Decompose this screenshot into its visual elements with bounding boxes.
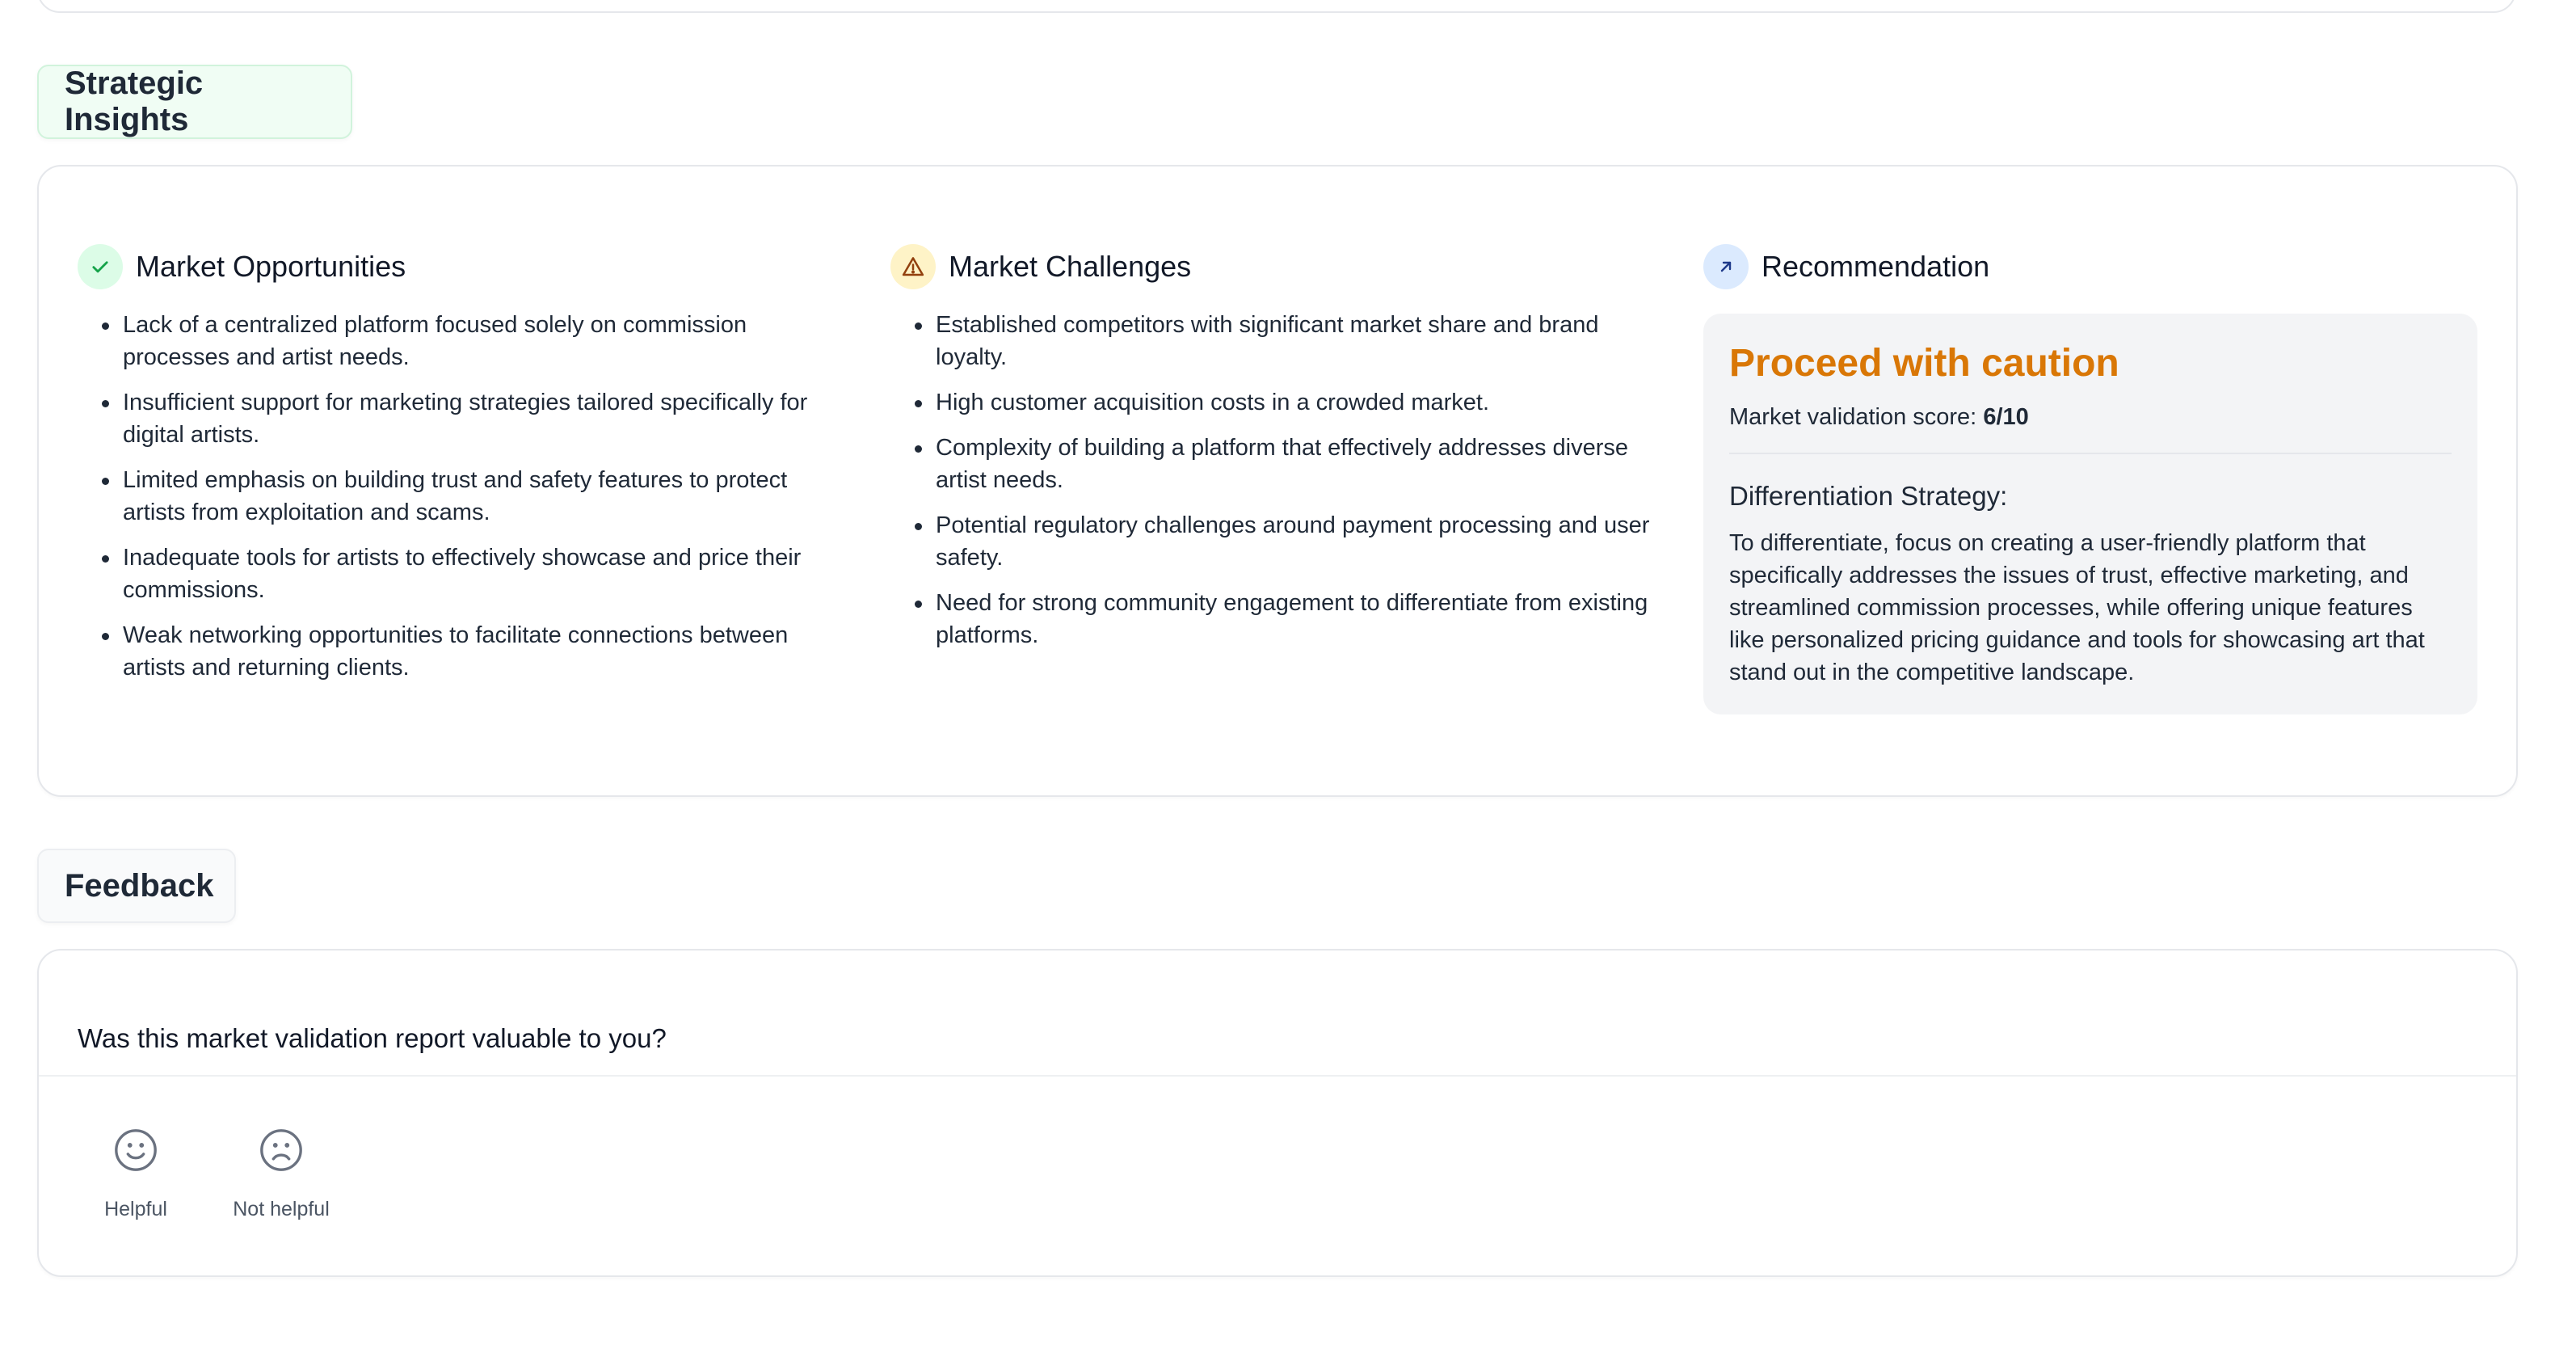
- recommendation-verdict: Proceed with caution: [1729, 342, 2119, 385]
- list-item: High customer acquisition costs in a crowded market.: [936, 386, 1666, 419]
- strategic-insights-title: Strategic Insights: [65, 65, 204, 137]
- validation-score-label: Market validation score:: [1729, 404, 1977, 430]
- smile-icon: [112, 1127, 159, 1174]
- opportunities-list: [78, 309, 853, 684]
- list-item: Limited emphasis on building trust and safety features to protect artists from exploitation and scams.: [123, 464, 853, 529]
- arrow-up-right-icon: [1703, 244, 1749, 289]
- feedback-heading: [37, 849, 236, 923]
- market-challenges-header: [890, 244, 1666, 289]
- validation-score-value: 6/10: [1983, 404, 2029, 430]
- market-opportunities-column: [78, 244, 853, 697]
- divider: [39, 1075, 2516, 1077]
- differentiation-strategy-text: To differentiate, focus on creating a user-friendly platform that specifically addresses the issues of trust, effective marketing, and streamlined commission processes, while offering unique features like personalized pricing guidance and tools for showcasing art that stand out in the competitive landscape.: [1729, 530, 2425, 685]
- feedback-card: [37, 949, 2518, 1277]
- list-item: Insufficient support for marketing strategies tailored specifically for digital artists.: [123, 386, 853, 451]
- market-challenges-title: Market Challenges: [949, 250, 1192, 283]
- list-item: Need for strong community engagement to differentiate from existing platforms.: [936, 587, 1666, 651]
- market-opportunities-header: [78, 244, 853, 289]
- recommendation-box: [1703, 314, 2477, 714]
- strategic-insights-card: [37, 165, 2518, 797]
- previous-section-card: [37, 0, 2516, 13]
- not-helpful-button[interactable]: [200, 1127, 362, 1221]
- list-item: Weak networking opportunities to facilitate connections between artists and returning clients.: [123, 619, 853, 684]
- feedback-question: Was this market validation report valuable to you?: [78, 1023, 667, 1053]
- differentiation-strategy-title: Differentiation Strategy:: [1729, 481, 2008, 511]
- validation-score: [1729, 401, 2452, 433]
- divider: [1729, 453, 2452, 454]
- market-opportunities-title: Market Opportunities: [136, 250, 406, 283]
- list-item: Established competitors with significant market share and brand loyalty.: [936, 309, 1666, 373]
- check-icon: [78, 244, 123, 289]
- strategic-insights-heading: [37, 65, 352, 139]
- challenges-list: [890, 309, 1666, 651]
- recommendation-column: [1703, 244, 2477, 714]
- market-challenges-column: [890, 244, 1666, 664]
- feedback-title: Feedback: [65, 867, 214, 904]
- helpful-label: Helpful: [104, 1198, 167, 1220]
- list-item: Potential regulatory challenges around payment processing and user safety.: [936, 509, 1666, 574]
- list-item: Inadequate tools for artists to effectively showcase and price their commissions.: [123, 542, 853, 606]
- recommendation-title: Recommendation: [1762, 250, 1990, 283]
- frown-icon: [258, 1127, 305, 1174]
- list-item: Lack of a centralized platform focused solely on commission processes and artist needs.: [123, 309, 853, 373]
- recommendation-header: [1703, 244, 2477, 289]
- not-helpful-label: Not helpful: [233, 1198, 330, 1220]
- list-item: Complexity of building a platform that effectively addresses diverse artist needs.: [936, 432, 1666, 496]
- helpful-button[interactable]: [63, 1127, 208, 1221]
- warning-icon: [890, 244, 936, 289]
